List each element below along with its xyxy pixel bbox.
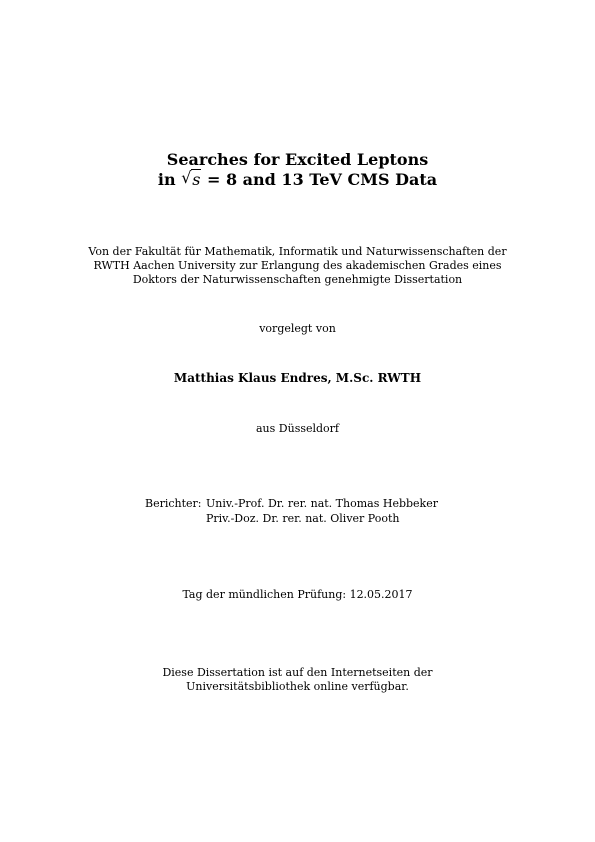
author-name: Matthias Klaus Endres, M.Sc. RWTH [173, 371, 422, 385]
author-origin: aus Düsseldorf [256, 422, 339, 435]
availability-note [0, 666, 595, 694]
presented-by: vorgelegt von [259, 322, 336, 335]
title-line-2-suffix: = 8 and 13 TeV CMS Data [201, 170, 438, 189]
sqrt-radicand: s [192, 170, 201, 189]
sqrt-expression [181, 170, 201, 190]
faculty-statement [0, 245, 595, 287]
faculty-line-1: Von der Fakultät für Mathematik, Informatik und Naturwissenschaften der [88, 245, 507, 258]
availability-line-2: Universitätsbibliothek online verfügbar. [186, 680, 409, 693]
sqrt-symbol: √ [181, 168, 192, 187]
exam-date: Tag der mündlichen Prüfung: 12.05.2017 [182, 588, 413, 601]
title-line-2 [0, 170, 595, 190]
title-line-2-prefix: in [157, 170, 182, 189]
title-line-1: Searches for Excited Leptons [166, 150, 429, 169]
availability-line-1: Diese Dissertation ist auf den Internetseiten der [162, 666, 433, 679]
thesis-title [0, 150, 595, 190]
referee-second: Priv.-Doz. Dr. rer. nat. Oliver Pooth [206, 512, 400, 525]
faculty-line-3: Doktors der Naturwissenschaften genehmigte Dissertation [132, 273, 463, 286]
referees-names [206, 496, 438, 526]
referee-first: Univ.-Prof. Dr. rer. nat. Thomas Hebbeker [206, 497, 438, 510]
referees-label: Berichter: [145, 497, 202, 510]
faculty-line-2: RWTH Aachen University zur Erlangung des akademischen Grades eines [93, 259, 502, 272]
